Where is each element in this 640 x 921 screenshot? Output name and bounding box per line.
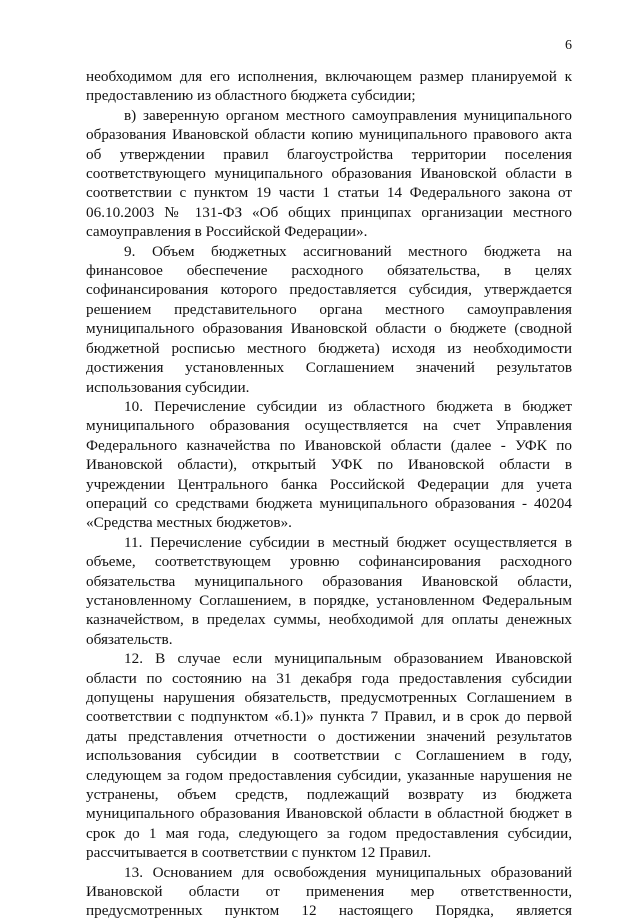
paragraph-10: 10. Перечисление субсидии из областного бюджета в бюджет муниципального образования осуществляется на счет Управления Федерального казначейства по Ивановской области (далее - УФК по Ивановской области), открытый УФК по Ивановской области в учреждении Центрального банка Российской Федерации для учета операций со средствами бюджета муниципального образования - 40204 «Средства местных бюджетов». [86, 397, 572, 532]
paragraph-12: 12. В случае если муниципальным образованием Ивановской области по состоянию на 31 декабря года предоставления субсидии допущены нарушения обязательств, предусмотренных Соглашением в соответствии с подпунктом «б.1)» пункта 7 Правил, и в срок до первой даты представления отчетности о достижении значений результатов использования субсидии в соответствии с Соглашением в году, следующем за годом предоставления субсидии, указанные нарушения не устранены, объем средств, подлежащий возврату из бюджета муниципального образования Ивановской области в областной бюджет в срок до 1 мая года, следующего за годом предоставления субсидии, рассчитывается в соответствии с пунктом 12 Правил. [86, 650, 572, 862]
document-body [86, 67, 572, 921]
paragraph-continuation: необходимом для его исполнения, включающем размер планируемой к предоставлению из областного бюджета субсидии; [86, 68, 572, 105]
paragraph-9: 9. Объем бюджетных ассигнований местного бюджета на финансовое обеспечение расходного обязательства, в целях софинансирования которого предоставляется субсидия, утверждается решением представительного органа местного самоуправления муниципального образования Ивановской области о бюджете (сводной бюджетной росписью местного бюджета) исходя из необходимости достижения установленных Соглашением значений результатов использования субсидии. [86, 242, 572, 396]
paragraph-subitem-v: в) заверенную органом местного самоуправления муниципального образования Ивановской области копию муниципального правового акта об утверждении правил благоустройства территории поселения соответствующего муниципального образования Ивановской области в соответствии с пунктом 19 части 1 статьи 14 Федерального закона от 06.10.2003 № 131-ФЗ «Об общих принципах организации местного самоуправления в Российской Федерации». [86, 106, 572, 241]
page-number: 6 [565, 38, 572, 53]
paragraph-13: 13. Основанием для освобождения муниципальных образований Ивановской области от применения мер ответственности, предусмотренных пунктом 12 настоящего Порядка, является [86, 863, 572, 920]
paragraph-11: 11. Перечисление субсидии в местный бюджет осуществляется в объеме, соответствующем уровню софинансирования расходного обязательства муниципального образования Ивановской области, установленному Соглашением, в порядке, установленном Федеральным казначейством, в пределах суммы, необходимой для оплаты денежных обязательств. [86, 533, 572, 648]
